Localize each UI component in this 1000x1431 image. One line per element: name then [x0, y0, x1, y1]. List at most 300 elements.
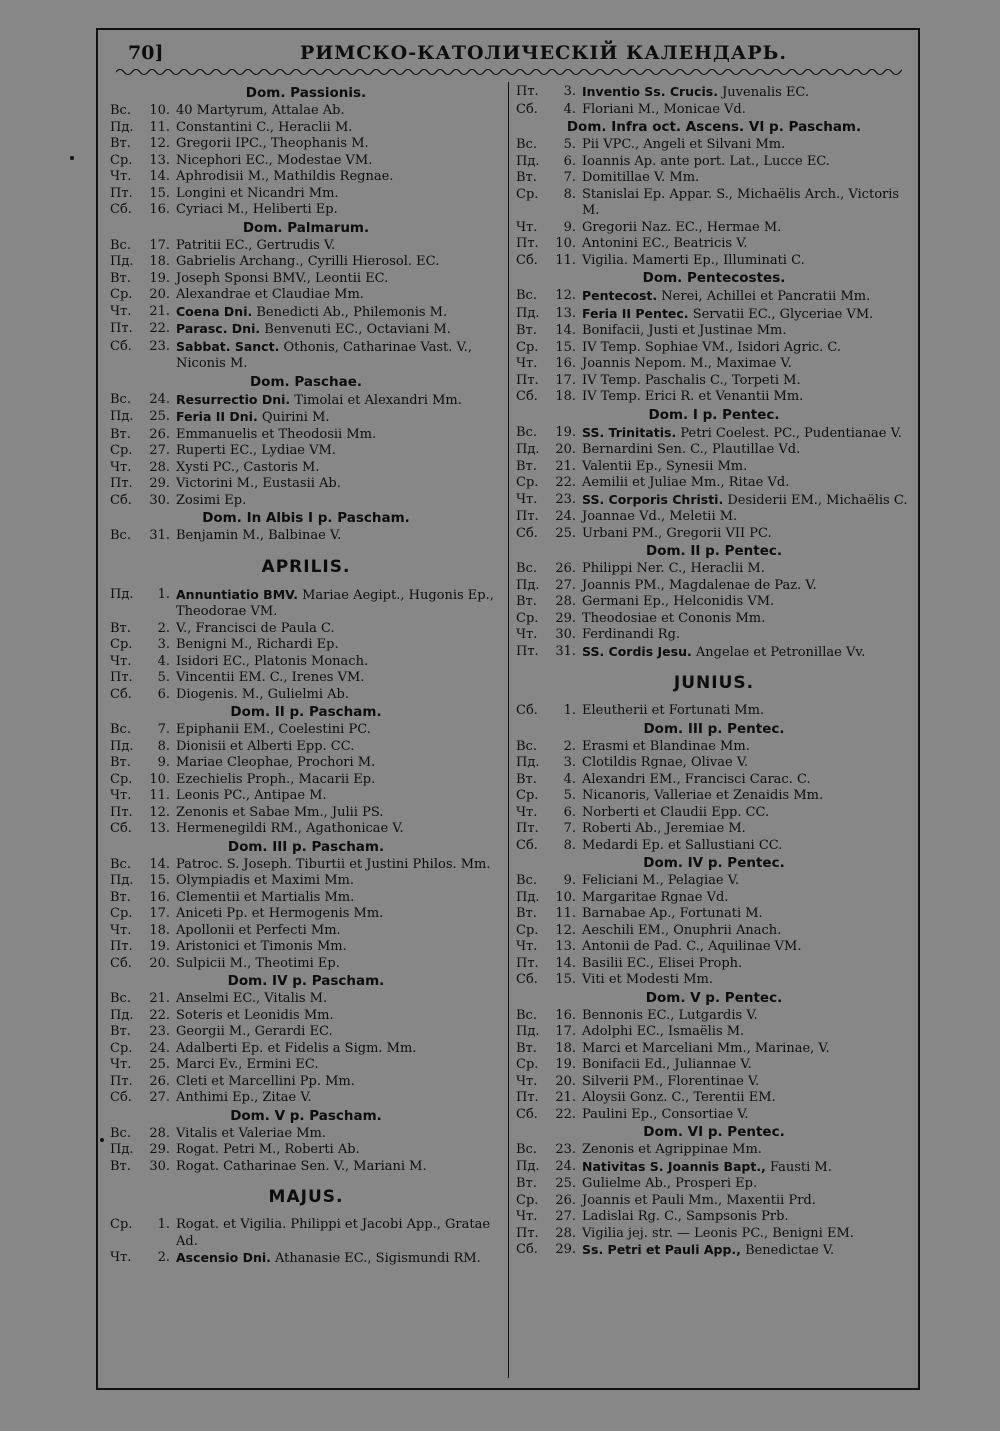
- day-number: 7.: [563, 821, 576, 836]
- saints-text: [576, 373, 912, 390]
- entry-text: Aniceti Pp. et Hermogenis Mm.: [176, 906, 384, 921]
- weekday: Вс.: [516, 424, 537, 440]
- saints-text: [170, 991, 502, 1008]
- day-number: 27.: [149, 443, 170, 458]
- day-number: 2.: [157, 1250, 170, 1265]
- weekday: Сб.: [110, 1090, 132, 1105]
- weekday: Пт.: [110, 939, 133, 954]
- day-number: 18.: [149, 922, 170, 938]
- day-number: 3.: [157, 637, 170, 652]
- calendar-entry: [110, 1024, 502, 1041]
- entry-text: Bonifacii Ed., Juliannae V.: [582, 1057, 752, 1072]
- weekday: Ср.: [110, 906, 133, 921]
- entry-text: Urbani PM., Gregorii VII PC.: [582, 525, 772, 541]
- calendar-entry: [110, 991, 502, 1008]
- weekday: Вс.: [110, 103, 131, 118]
- calendar-entry: [110, 103, 502, 120]
- weekday: Ср.: [110, 637, 133, 652]
- saints-text: [576, 1176, 912, 1193]
- day-number: 13.: [555, 939, 576, 954]
- weekday: Сб.: [516, 252, 538, 268]
- day-number: 4.: [563, 101, 576, 117]
- feast-name: Inventio Ss. Crucis.: [582, 84, 718, 99]
- day-number: 25.: [149, 1057, 170, 1072]
- weekday: Пд.: [110, 119, 134, 135]
- weekday: Пт.: [516, 236, 539, 251]
- weekday: Ср.: [516, 1192, 539, 1208]
- entry-text: Ladislai Rg. C., Sampsonis Prb.: [582, 1209, 789, 1224]
- calendar-entry: [516, 561, 912, 578]
- saints-text: [576, 170, 912, 187]
- weekday: Вс.: [516, 288, 537, 303]
- day-number: 1.: [157, 586, 170, 602]
- day-number: 10.: [149, 103, 170, 118]
- weekday: Пд.: [516, 305, 540, 321]
- calendar-entry: [516, 137, 912, 154]
- saints-text: [576, 323, 912, 340]
- calendar-entry: [516, 772, 912, 789]
- calendar-entry: [110, 772, 502, 789]
- calendar-entry: [516, 1024, 912, 1041]
- day-number: 28.: [149, 459, 170, 475]
- calendar-entry: [110, 202, 502, 219]
- calendar-entry: [110, 120, 502, 137]
- day-number: 11.: [555, 906, 576, 921]
- entry-text: Othonis, Catharinae Vast. V., Niconis M.: [176, 339, 472, 371]
- entry-text: Hermenegildi RM., Agathonicae V.: [176, 821, 404, 836]
- saints-text: [576, 1193, 912, 1210]
- calendar-entry: [516, 890, 912, 907]
- calendar-entry: [110, 1074, 502, 1091]
- weekday: Ср.: [110, 1040, 133, 1056]
- day-number: 24.: [555, 1158, 576, 1174]
- calendar-entry: [516, 1209, 912, 1226]
- entry-text: Silverii PM., Florentinae V.: [582, 1073, 760, 1089]
- weekday: Сб.: [110, 492, 132, 508]
- day-number: 2.: [157, 620, 170, 636]
- entry-text: Bonifacii, Justi et Justinae Mm.: [582, 323, 787, 338]
- weekday: Пт.: [516, 372, 539, 388]
- saints-text: [170, 120, 502, 137]
- entry-text: Aeschili EM., Onuphrii Anach.: [582, 922, 782, 938]
- entry-text: Georgii M., Gerardi EC.: [176, 1024, 333, 1039]
- calendar-entry: [516, 821, 912, 838]
- day-number: 6.: [157, 686, 170, 702]
- entry-text: Norberti et Claudii Epp. CC.: [582, 804, 770, 820]
- weekday: Пд.: [516, 577, 540, 593]
- weekday: Вт.: [516, 323, 537, 338]
- day-number: 21.: [149, 991, 170, 1006]
- entry-text: Leonis PC., Antipae M.: [176, 788, 327, 803]
- calendar-entry: [110, 587, 502, 621]
- weekday: Вс.: [110, 991, 131, 1006]
- weekday: Сб.: [110, 955, 132, 971]
- saints-text: [576, 442, 912, 459]
- calendar-entry: [516, 873, 912, 890]
- day-number: 11.: [149, 119, 170, 135]
- calendar-entry: [110, 1126, 502, 1143]
- weekday: Пт.: [110, 476, 133, 491]
- calendar-entry: [110, 755, 502, 772]
- saints-text: [170, 287, 502, 304]
- weekday: Ср.: [516, 339, 539, 355]
- weekday: Вс.: [516, 1007, 537, 1023]
- saints-text: [170, 528, 502, 545]
- calendar-entry: [110, 1250, 502, 1268]
- day-number: 24.: [149, 391, 170, 407]
- weekday: Чт.: [110, 653, 132, 669]
- section-heading: Dom. Palmarum.: [242, 219, 370, 236]
- day-number: 6.: [563, 804, 576, 820]
- day-number: 27.: [555, 577, 576, 593]
- section-heading: Dom. III p. Pentec.: [643, 720, 785, 737]
- saints-text: [170, 1126, 502, 1143]
- day-number: 8.: [563, 837, 576, 853]
- weekday: Вт.: [110, 1024, 131, 1039]
- saints-text: [576, 1209, 912, 1226]
- entry-text: Feliciani M., Pelagiae V.: [582, 873, 739, 888]
- entry-text: Desiderii EM., Michaëlis C.: [727, 492, 908, 508]
- calendar-entry: [516, 644, 912, 662]
- entry-text: Valentii Ep., Synesii Mm.: [582, 458, 748, 474]
- weekday: Вт.: [516, 1176, 537, 1191]
- calendar-entry: [110, 939, 502, 956]
- day-number: 17.: [149, 906, 170, 921]
- day-number: 31.: [149, 528, 170, 543]
- calendar-entry: [516, 288, 912, 306]
- day-number: 28.: [149, 1125, 170, 1141]
- calendar-entry: [110, 1159, 502, 1176]
- calendar-entry: [110, 654, 502, 671]
- saints-text: [576, 492, 912, 510]
- day-number: 9.: [157, 755, 170, 770]
- saints-text: [170, 1041, 502, 1058]
- feast-name: Ascensio Dni.: [176, 1250, 271, 1265]
- entry-text: Joseph Sponsi BMV., Leontii EC.: [176, 270, 389, 286]
- weekday: Ср.: [516, 1057, 539, 1072]
- weekday: Пд.: [110, 1142, 134, 1157]
- day-number: 17.: [149, 237, 170, 253]
- day-number: 11.: [149, 788, 170, 803]
- calendar-entry: [516, 1176, 912, 1193]
- saints-text: [170, 739, 502, 756]
- day-number: 12.: [149, 804, 170, 820]
- saints-text: [170, 460, 502, 477]
- feast-name: SS. Cordis Jesu.: [582, 643, 692, 659]
- day-number: 12.: [555, 922, 576, 938]
- entry-text: Ioannis Ap. ante port. Lat., Lucce EC.: [582, 153, 830, 169]
- saints-text: [576, 1226, 912, 1243]
- margin-mark: [70, 156, 74, 160]
- day-number: 14.: [149, 856, 170, 872]
- saints-text: [576, 475, 912, 492]
- day-number: 5.: [563, 137, 576, 152]
- entry-text: Nicanoris, Valleriae et Zenaidis Mm.: [582, 788, 824, 803]
- day-number: 21.: [555, 1090, 576, 1105]
- entry-text: Angelae et Petronillae Vv.: [695, 644, 866, 660]
- weekday: Сб.: [516, 525, 538, 541]
- saints-text: [170, 202, 502, 219]
- entry-text: Marci Ev., Ermini EC.: [176, 1057, 319, 1072]
- entry-text: Anthimi Ep., Zitae V.: [176, 1090, 312, 1105]
- saints-text: [170, 427, 502, 444]
- weekday: Ср.: [516, 475, 539, 490]
- section-heading: Dom. III p. Pascham.: [227, 838, 385, 855]
- entry-text: Benigni M., Richardi Ep.: [176, 637, 339, 652]
- weekday: Пд.: [110, 254, 134, 269]
- day-number: 5.: [563, 788, 576, 803]
- calendar-entry: [516, 154, 912, 171]
- saints-text: [576, 509, 912, 526]
- saints-text: [576, 306, 912, 324]
- day-number: 22.: [149, 1007, 170, 1023]
- entry-text: Xysti PC., Castoris M.: [176, 459, 320, 475]
- weekday: Пд.: [110, 409, 134, 424]
- feast-name: Feria II Pentec.: [582, 305, 689, 321]
- day-number: 17.: [555, 372, 576, 388]
- calendar-entry: [516, 1041, 912, 1058]
- day-number: 18.: [149, 254, 170, 269]
- feast-name: Ss. Petri et Pauli App.,: [582, 1242, 741, 1257]
- saints-text: [576, 838, 912, 855]
- weekday: Сб.: [110, 202, 132, 217]
- weekday: Чт.: [516, 939, 538, 954]
- entry-text: Viti et Modesti Mm.: [582, 972, 713, 987]
- weekday: Пд.: [110, 586, 134, 602]
- entry-text: Vitalis et Valeriae Mm.: [176, 1125, 326, 1141]
- calendar-entry: [110, 186, 502, 203]
- saints-text: [170, 670, 502, 687]
- weekday: Ср.: [516, 922, 539, 938]
- entry-text: Vincentii EM. C., Irenes VM.: [176, 670, 365, 685]
- calendar-entry: [110, 788, 502, 805]
- day-number: 6.: [563, 153, 576, 169]
- calendar-entry: [110, 805, 502, 822]
- day-number: 28.: [555, 594, 576, 609]
- calendar-entry: [110, 271, 502, 288]
- entry-text: Antonini EC., Beatricis V.: [582, 236, 748, 251]
- calendar-entry: [110, 906, 502, 923]
- calendar-entry: [516, 253, 912, 270]
- weekday: Вт.: [110, 889, 131, 905]
- entry-text: Anselmi EC., Vitalis M.: [176, 991, 328, 1006]
- entry-text: Aloysii Gonz. C., Terentii EM.: [582, 1090, 776, 1105]
- day-number: 21.: [555, 458, 576, 474]
- saints-text: [576, 821, 912, 838]
- saints-text: [170, 687, 502, 704]
- weekday: Пд.: [110, 738, 134, 754]
- weekday: Пт.: [516, 509, 539, 524]
- saints-text: [170, 621, 502, 638]
- weekday: Пт.: [110, 670, 133, 685]
- day-number: 14.: [555, 323, 576, 338]
- calendar-entry: [516, 306, 912, 324]
- saints-text: [170, 1074, 502, 1091]
- saints-text: [576, 890, 912, 907]
- weekday: Пт.: [516, 1225, 539, 1241]
- weekday: Чт.: [110, 1057, 132, 1072]
- section-heading: Dom. Paschae.: [249, 373, 363, 390]
- saints-text: [576, 236, 912, 253]
- saints-text: [576, 389, 912, 406]
- day-number: 31.: [555, 643, 576, 659]
- calendar-entry: [516, 1142, 912, 1159]
- day-number: 19.: [555, 424, 576, 440]
- entry-text: Longini et Nicandri Mm.: [176, 185, 339, 201]
- entry-text: Nicephori EC., Modestae VM.: [176, 152, 373, 168]
- day-number: 15.: [555, 972, 576, 987]
- calendar-entry: [110, 254, 502, 271]
- section-heading: Dom. Infra oct. Ascens. VI p. Pascham.: [566, 119, 862, 135]
- weekday: Вс.: [110, 237, 131, 253]
- calendar-entry: [516, 1074, 912, 1091]
- entry-text: Benjamin M., Balbinae V.: [176, 528, 342, 543]
- entry-text: Sulpicii M., Theotimi Ep.: [176, 955, 340, 971]
- saints-text: [170, 956, 502, 973]
- calendar-entry: [110, 1090, 502, 1107]
- saints-text: [170, 1090, 502, 1107]
- saints-text: [576, 739, 912, 756]
- saints-text: [170, 409, 502, 427]
- saints-text: [576, 137, 912, 154]
- entry-text: Aemilii et Juliae Mm., Ritae Vd.: [582, 475, 790, 490]
- section-heading: Dom. II p. Pascham.: [230, 704, 382, 720]
- saints-text: [576, 220, 912, 237]
- day-number: 15.: [149, 185, 170, 201]
- day-number: 24.: [149, 1040, 170, 1056]
- calendar-entry: [110, 427, 502, 444]
- saints-text: [576, 340, 912, 357]
- entry-text: Philippi Ner. C., Heraclii M.: [582, 561, 765, 576]
- entry-text: Ferdinandi Rg.: [582, 627, 681, 642]
- entry-text: Isidori EC., Platonis Monach.: [176, 653, 369, 669]
- saints-text: [576, 772, 912, 789]
- day-number: 26.: [555, 1192, 576, 1208]
- entry-text: V., Francisci de Paula C.: [176, 620, 335, 636]
- saints-text: [170, 443, 502, 460]
- calendar-entry: [110, 169, 502, 186]
- weekday: Чт.: [516, 627, 538, 642]
- day-number: 26.: [555, 561, 576, 576]
- day-number: 2.: [563, 738, 576, 754]
- day-number: 1.: [563, 703, 576, 718]
- saints-text: [576, 906, 912, 923]
- saints-text: [576, 154, 912, 171]
- weekday: Вс.: [110, 391, 131, 407]
- saints-text: [576, 972, 912, 989]
- weekday: Пт.: [516, 643, 539, 659]
- saints-text: [576, 1242, 912, 1260]
- saints-text: [576, 1074, 912, 1091]
- entry-text: Gulielme Ab., Prosperi Ep.: [582, 1176, 758, 1191]
- entry-text: Ezechielis Proph., Macarii Ep.: [176, 771, 376, 787]
- calendar-entry: [110, 857, 502, 874]
- weekday: Ср.: [110, 287, 133, 302]
- calendar-entry: [110, 687, 502, 704]
- saints-text: [170, 153, 502, 170]
- weekday: Пд.: [110, 873, 134, 888]
- entry-text: Patritii EC., Gertrudis V.: [176, 237, 336, 253]
- entry-text: Joannis Nepom. M., Maximae V.: [582, 356, 792, 371]
- saints-text: [576, 578, 912, 595]
- calendar-entry: [516, 236, 912, 253]
- entry-text: Benedicti Ab., Philemonis M.: [256, 304, 448, 320]
- entry-text: Diogenis. M., Gulielmi Ab.: [176, 686, 349, 702]
- weekday: Вт.: [110, 270, 131, 286]
- saints-text: [170, 304, 502, 322]
- weekday: Вс.: [516, 873, 537, 888]
- weekday: Ср.: [516, 788, 539, 803]
- weekday: Чт.: [110, 303, 132, 319]
- calendar-entry: [516, 459, 912, 476]
- calendar-entry: [516, 323, 912, 340]
- entry-text: 40 Martyrum, Attalae Ab.: [176, 103, 345, 118]
- weekday: Чт.: [110, 169, 132, 184]
- calendar-entry: [110, 493, 502, 510]
- calendar-entry: [110, 153, 502, 170]
- calendar-entry: [516, 906, 912, 923]
- weekday: Чт.: [516, 1209, 538, 1224]
- entry-text: Rogat. Petri M., Roberti Ab.: [176, 1142, 360, 1157]
- calendar-entry: [110, 670, 502, 687]
- day-number: 15.: [555, 339, 576, 355]
- entry-text: Adolphi EC., Ismaëlis M.: [582, 1024, 745, 1039]
- month-heading: JUNIUS.: [673, 673, 755, 693]
- day-number: 16.: [555, 1007, 576, 1023]
- entry-text: Joannae Vd., Meletii M.: [582, 509, 738, 524]
- day-number: 10.: [555, 236, 576, 251]
- calendar-entry: [110, 621, 502, 638]
- entry-text: Erasmi et Blandinae Mm.: [582, 738, 750, 754]
- entry-text: Germani Ep., Helconidis VM.: [582, 594, 775, 609]
- entry-text: Olympiadis et Maximi Mm.: [176, 873, 354, 888]
- saints-text: [170, 1142, 502, 1159]
- weekday: Пд.: [516, 889, 540, 905]
- feast-name: Sabbat. Sanct.: [176, 338, 280, 354]
- weekday: Вт.: [516, 458, 537, 474]
- day-number: 22.: [555, 1106, 576, 1122]
- entry-text: Fausti M.: [769, 1159, 832, 1175]
- calendar-entry: [110, 923, 502, 940]
- feast-name: Pentecost.: [582, 288, 658, 303]
- calendar-entry: [110, 637, 502, 654]
- day-number: 23.: [149, 338, 170, 354]
- weekday: Вт.: [110, 136, 131, 151]
- month-heading: MAJUS.: [268, 1187, 344, 1207]
- saints-text: [170, 821, 502, 838]
- day-number: 25.: [555, 1176, 576, 1191]
- calendar-entry: [110, 392, 502, 410]
- weekday: Ср.: [110, 1217, 133, 1232]
- saints-text: [170, 1057, 502, 1074]
- right-column: [516, 84, 912, 1260]
- entry-text: Rogat. et Vigilia. Philippi et Jacobi App., Gratae Ad.: [176, 1217, 491, 1249]
- day-number: 27.: [149, 1090, 170, 1105]
- day-number: 13.: [149, 821, 170, 836]
- weekday: Пд.: [516, 1158, 540, 1174]
- calendar-entry: [110, 890, 502, 907]
- saints-text: [170, 1024, 502, 1041]
- entry-text: Gregorii IPC., Theophanis M.: [176, 136, 369, 151]
- weekday: Вт.: [516, 906, 537, 921]
- calendar-entry: [110, 1217, 502, 1250]
- day-number: 4.: [563, 771, 576, 787]
- day-number: 7.: [563, 170, 576, 185]
- entry-text: Aristonici et Timonis Mm.: [176, 939, 347, 954]
- calendar-entry: [516, 611, 912, 628]
- section-heading: Dom. VI p. Pentec.: [643, 1124, 785, 1140]
- weekday: Пд.: [516, 442, 540, 457]
